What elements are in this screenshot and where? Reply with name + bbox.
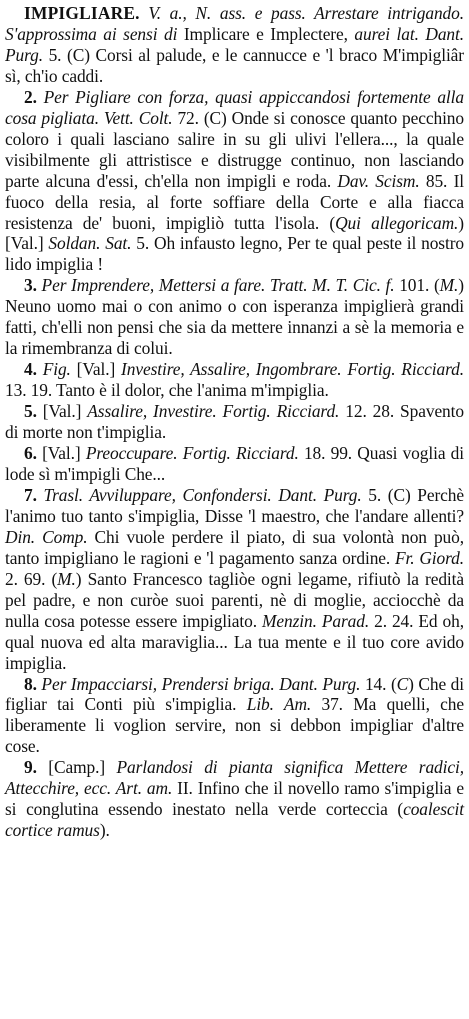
italic-run: V. a., N. ass. e pass. Arrestare intrigando. S'approssima ai sensi di [5,3,464,44]
text-run: II. Infino che il novello ramo s'impiglia e si conglutina essendo inestato nella verde corteccia ( [5,778,464,820]
text-run: Chi vuole perdere il piato, di sua volontà non può, tanto impigliano le ragioni e 'l pagamento sanza ordine. [5,526,464,568]
text-run: 37. Ma quelli, che liberamente li voglion servire, non si debbon impigliar d'altre cose. [5,694,465,757]
text-run: 2. 69. ( [5,568,58,589]
text-run: 101. ( [394,275,440,296]
italic-run: Per Imprendere, Mettersi a fare. Tratt. M. T. Cic. f. [41,275,395,296]
italic-run: aurei lat. Dant. Purg. [5,23,465,65]
sense-1 [5,3,464,87]
sense-6 [5,443,464,485]
sense-2-text [5,87,464,275]
text-run: ) [Val.] [5,212,464,254]
italic-run: Investire, Assalire, Ingombrare. Fortig. Ricciard. [121,359,464,380]
sense-7 [5,485,464,674]
sense-5-number: 5. [24,401,37,422]
sense-8-number: 8. [24,673,37,694]
sense-2 [5,87,464,276]
sense-3 [5,275,464,359]
text-run: ) Santo Francesco tagliòe ogni legame, rifiutò la redità pel padre, e non curòe suoi parenti, nè di moglie, acciocchè da nulla cosa potesse essere impigliato. [5,568,464,631]
italic-run: Per Pigliare con forza, quasi appiccandosi fortemente alla cosa pigliata. Vett. Colt. [5,86,464,128]
sense-4 [5,359,464,401]
text-run: 12. 28. Spavento di morte non t'impiglia. [5,401,464,443]
text-run [37,87,44,107]
sense-2-number: 2. [24,86,37,107]
sense-4-number: 4. [24,359,37,380]
italic-run: M. [57,568,76,589]
sense-6-text [5,443,464,484]
text-run [37,485,44,505]
italic-run: C [396,673,409,694]
italic-run: Dav. Scism. [337,170,420,191]
italic-run: Per Impacciarsi, Prendersi briga. Dant. Purg. [41,673,361,694]
text-run: [Val.] [70,359,122,380]
sense-4-text [5,359,464,400]
text-run: 72. (C) Onde si conosce quanto pecchino coloro i quali lasciano salire in su gli ulivi l'ellera..., la quale visibilmente gli attristisce e distrugge continuo, non lasciando parte alcuna d'essi, ch'ella non impigli e roda. [5,107,464,191]
text-run: 5. (C) Perchè l'animo tuo tanto s'impiglia, Disse 'l maestro, che l'andare allenti? [5,484,464,526]
italic-run: M. [439,275,459,296]
italic-run: Menzin. Parad. [261,610,370,631]
sense-9 [5,757,464,841]
text-run: 13. 19. Tanto è il dolor, che l'anima m'impiglia. [5,380,329,401]
sense-9-text [5,757,464,840]
text-run: 5. (C) Corsi al palude, e le cannucce e 'l braco M'impigliâr sì, ch'io caddi. [5,44,464,86]
text-run: 18. 99. Quasi voglia di lode sì m'impigli Che... [5,443,464,484]
italic-run: coalescit cortice ramus [5,799,464,841]
sense-7-number: 7. [24,484,37,505]
italic-run: Lib. Am. [246,694,312,715]
text-run: [Val.] [36,401,88,422]
sense-6-number: 6. [24,443,37,464]
italic-run: Din. Comp. [5,526,88,547]
text-run: 5. Oh infausto legno, Per te qual peste il nostro lido impiglia ! [5,233,464,275]
text-run: [Camp.] [36,757,117,778]
italic-run: Fr. Giord. [395,547,464,568]
sense-9-number: 9. [24,757,37,778]
text-run: ) Che di figliar tai Conti più s'impiglia. [5,673,465,715]
sense-3-text [5,275,464,358]
sense-5-text [5,401,464,442]
italic-run: Trasl. Avviluppare, Confondersi. Dant. Purg. [43,484,362,505]
dictionary-entry [5,3,464,841]
italic-run: Assalire, Investire. Fortig. Ricciard. [87,401,340,422]
italic-run: Parlandosi di pianta significa Mettere radici, Attecchire, ecc. Art. am. [5,757,464,799]
italic-run: Fig. [42,359,71,380]
text-run: 85. Il fuoco della resia, al forte soffiare della Corte e alla fiacca resistenza de' buoni, impigliò tutta l'isola. ( [5,170,464,233]
italic-run: Soldan. Sat. [48,233,132,254]
text-run: ) Neuno uomo mai o con animo o con isperanza impiglierà grandi fatti, ch'elli non pensi che sia da mettere innanzi a sè la memoria e la rimembranza di colui. [5,275,464,359]
text-run: [Val.] [36,443,86,464]
sense-5 [5,401,464,443]
sense-8-text [5,674,464,757]
text-run: 14. ( [360,673,397,694]
sense-3-number: 3. [24,275,37,296]
italic-run: Preoccupare. Fortig. Ricciard. [85,443,299,464]
italic-run: Qui allegoricam. [335,212,459,233]
headword: IMPIGLIARE. [24,3,140,23]
text-run: 2. 24. Ed oh, qual nuova ed alta maraviglia... La tua mente e il tuo core avido impiglia. [5,610,464,673]
sense-8 [5,674,464,758]
sense-7-text [5,485,464,673]
text-run: ). [99,820,110,841]
text-run: Implicare e Implectere, [177,23,355,44]
